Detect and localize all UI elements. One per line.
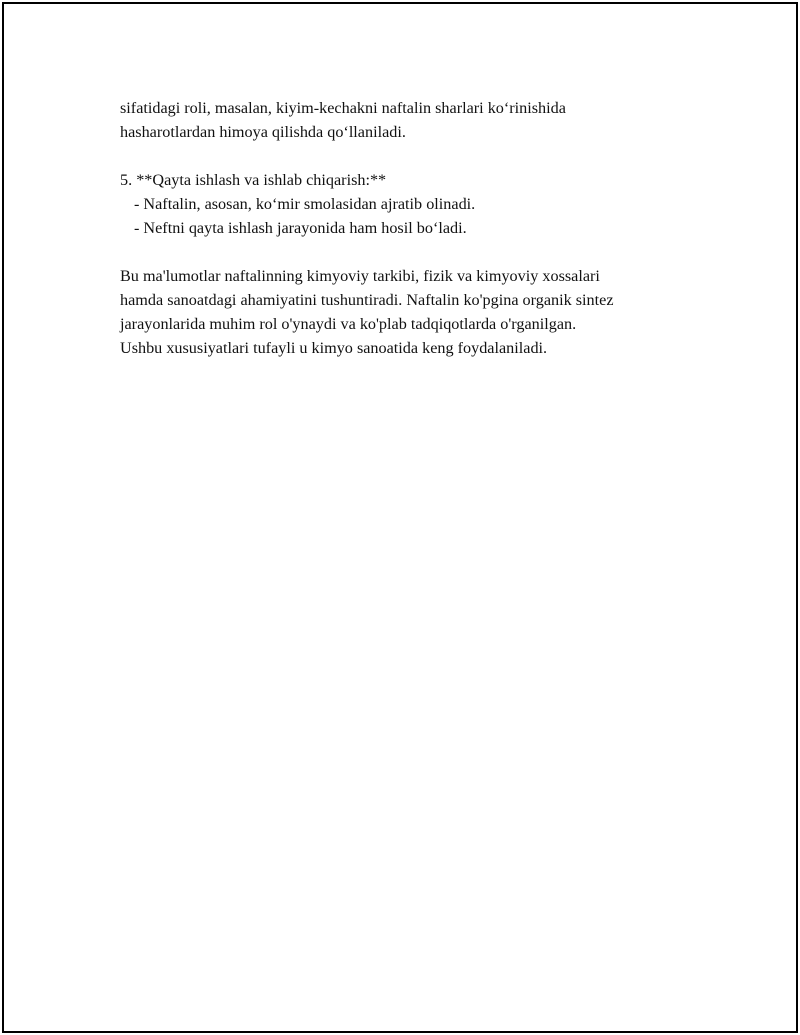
summary-line: Ushbu xususiyatlari tufayli u kimyo sanoatida keng foydalaniladi. xyxy=(120,339,548,357)
section-heading: 5. **Qayta ishlash va ishlab chiqarish:** xyxy=(120,171,387,189)
bullet-item: - Neftni qayta ishlash jarayonida ham hosil bo‘ladi. xyxy=(134,219,467,237)
summary-line: Bu ma'lumotlar naftalinning kimyoviy tarkibi, fizik va kimyoviy xossalari xyxy=(120,267,600,285)
paragraph-spacer xyxy=(120,240,720,264)
page-frame xyxy=(2,2,798,1033)
intro-line: sifatidagi roli, masalan, kiyim-kechakni naftalin sharlari ko‘rinishida xyxy=(120,99,566,117)
summary-line: jarayonlarida muhim rol o'ynaydi va ko'plab tadqiqotlarda o'rganilgan. xyxy=(120,315,577,333)
section-5 xyxy=(120,168,720,240)
document-body xyxy=(120,96,720,360)
bullet-item: - Naftalin, asosan, ko‘mir smolasidan ajratib olinadi. xyxy=(134,195,476,213)
summary-paragraph xyxy=(120,264,720,360)
summary-line: hamda sanoatdagi ahamiyatini tushuntiradi. Naftalin ko'pgina organik sintez xyxy=(120,291,614,309)
intro-paragraph xyxy=(120,96,720,144)
intro-line: hasharotlardan himoya qilishda qo‘llaniladi. xyxy=(120,123,406,141)
paragraph-spacer xyxy=(120,144,720,168)
